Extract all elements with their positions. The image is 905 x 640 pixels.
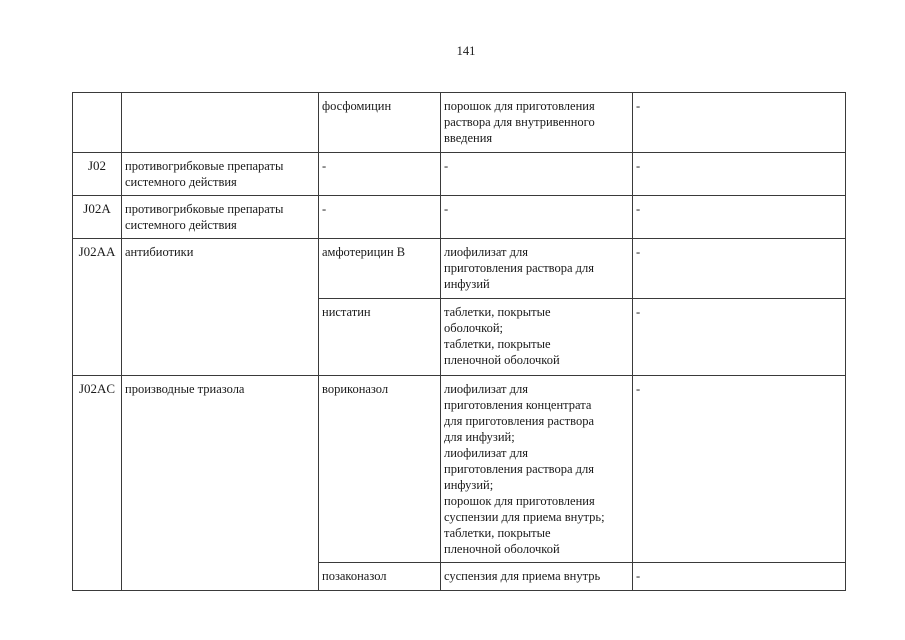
group-cell: противогрибковые препараты системного действия [122,153,319,196]
drug-name-cell: нистатин [319,299,441,376]
dosage-form-cell: суспензия для приема внутрь [441,563,633,591]
table-row [73,196,846,239]
table-row [73,376,846,563]
group-cell: противогрибковые препараты системного действия [122,196,319,239]
note-cell: - [633,239,846,299]
drug-name-cell: фосфомицин [319,93,441,153]
atc-code-cell [73,93,122,153]
page-number: 141 [456,44,476,58]
drug-table [72,92,846,591]
dosage-form-cell: лиофилизат для приготовления концентрата для приготовления раствора для инфузий; лиофилизат для приготовления раствора для инфузий; порошок для приготовления суспензии для приема внутрь; таблетки, покрытые пленочной оболочкой [441,376,633,563]
dosage-form-cell: - [441,153,633,196]
note-cell: - [633,376,846,563]
note-cell: - [633,563,846,591]
drug-name-cell: - [319,153,441,196]
note-cell: - [633,196,846,239]
group-cell: производные триазола [122,376,319,591]
atc-code-cell: J02A [73,196,122,239]
dosage-form-cell: - [441,196,633,239]
drug-name-cell: вориконазол [319,376,441,563]
atc-code-cell: J02AA [73,239,122,376]
group-cell: антибиотики [122,239,319,376]
drug-name-cell: позаконазол [319,563,441,591]
dosage-form-cell: таблетки, покрытые оболочкой; таблетки, покрытые пленочной оболочкой [441,299,633,376]
dosage-form-cell: лиофилизат для приготовления раствора для инфузий [441,239,633,299]
drug-name-cell: амфотерицин B [319,239,441,299]
atc-code-cell: J02AC [73,376,122,591]
table-row [73,153,846,196]
group-cell [122,93,319,153]
note-cell: - [633,93,846,153]
table-row [73,93,846,153]
note-cell: - [633,153,846,196]
drug-name-cell: - [319,196,441,239]
table-row [73,239,846,299]
note-cell: - [633,299,846,376]
atc-code-cell: J02 [73,153,122,196]
dosage-form-cell: порошок для приготовления раствора для внутривенного введения [441,93,633,153]
